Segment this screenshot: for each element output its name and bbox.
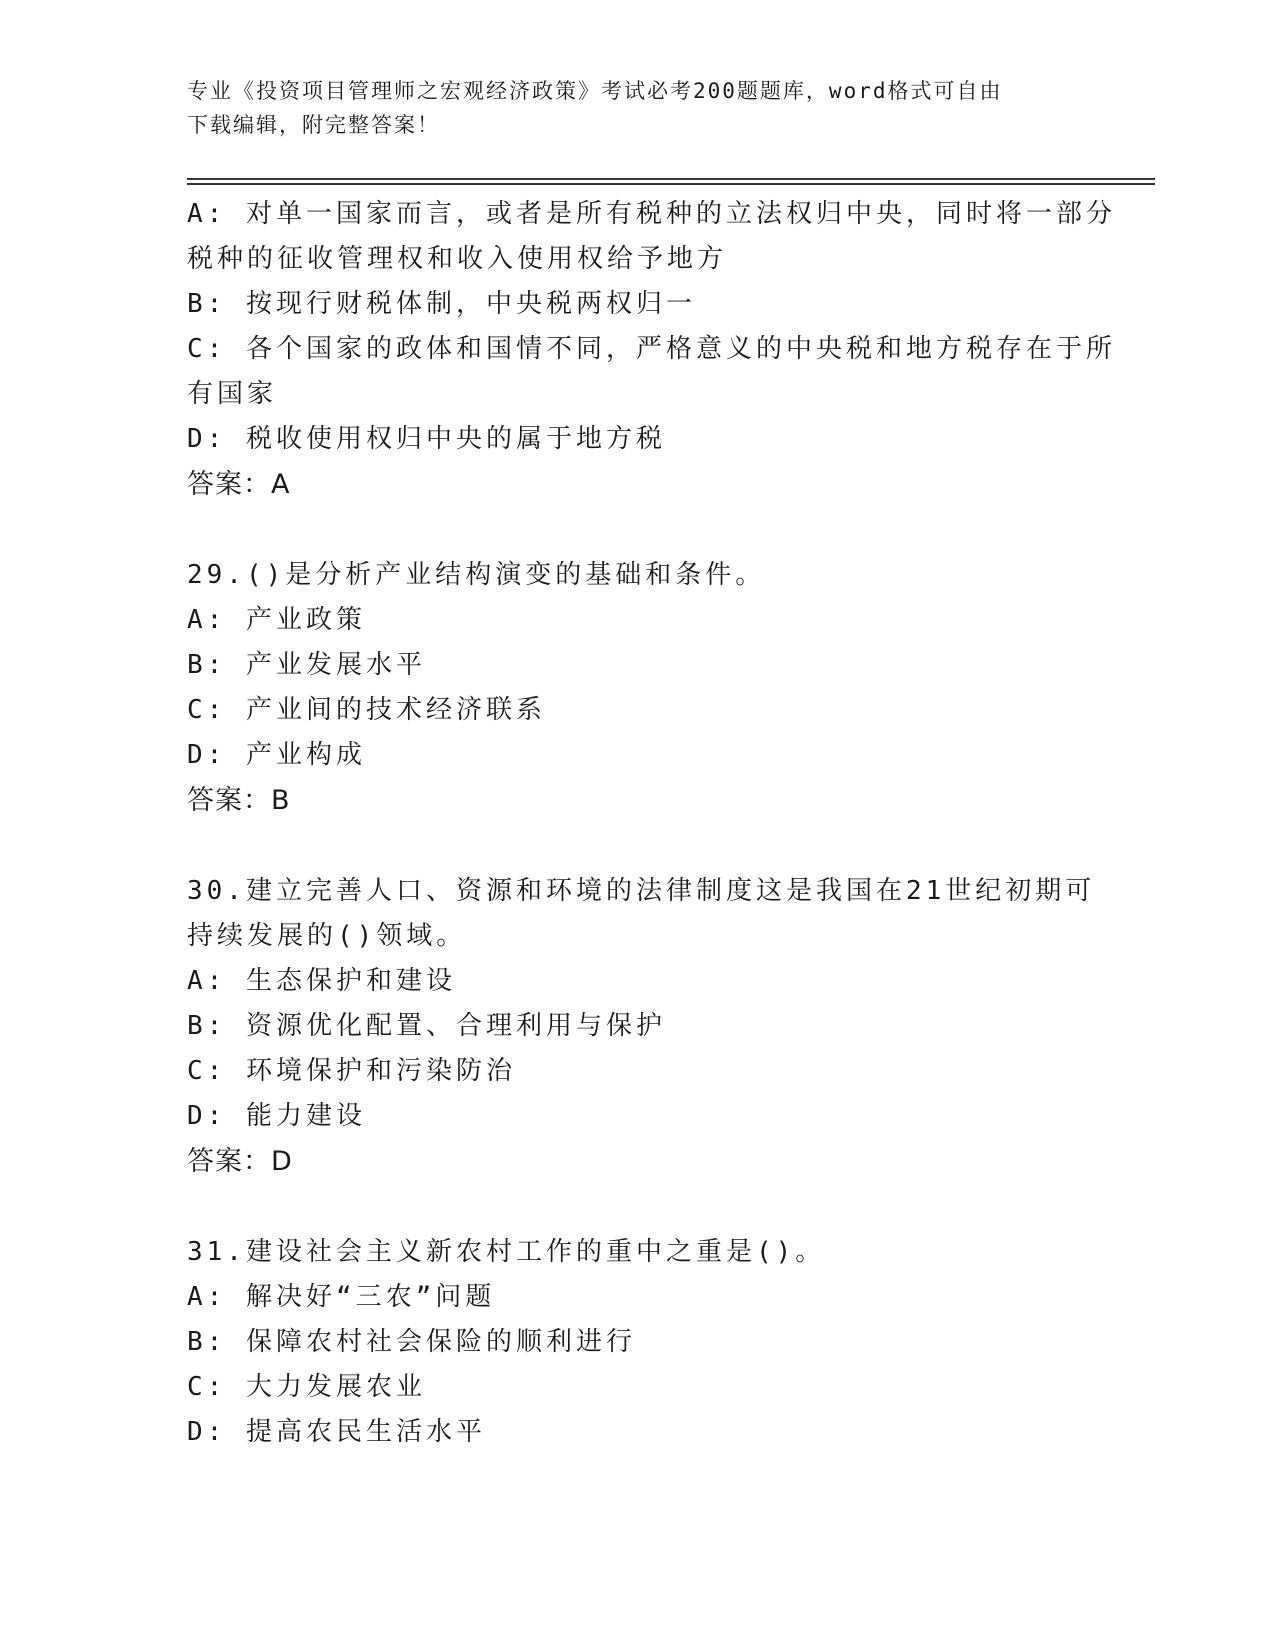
option-d: D: 产业构成 (187, 740, 366, 770)
header-divider-top (187, 178, 1155, 180)
option-a-line-1: A: 对单一国家而言，或者是所有税种的立法权归中央，同时将一部分 (187, 199, 1116, 229)
question-list (187, 192, 1116, 1455)
option-b: B: 按现行财税体制，中央税两权归一 (187, 289, 696, 319)
question-text: 29.()是分析产业结构演变的基础和条件。 (187, 560, 766, 590)
question-text-line-2: 持续发展的()领域。 (187, 921, 467, 951)
answer: 答案：B (187, 785, 291, 816)
option-d: D: 税收使用权归中央的属于地方税 (187, 424, 666, 454)
question-29 (187, 553, 1087, 823)
answer: 答案：A (187, 469, 291, 500)
option-b: B: 资源优化配置、合理利用与保护 (187, 1011, 666, 1041)
option-c: C: 环境保护和污染防治 (187, 1056, 516, 1086)
option-c-line-2: 有国家 (187, 379, 278, 409)
question-28 (187, 192, 1116, 507)
question-text: 31.建设社会主义新农村工作的重中之重是()。 (187, 1237, 826, 1267)
option-a-line-2: 税种的征收管理权和收入使用权给予地方 (187, 244, 728, 274)
option-c: C: 大力发展农业 (187, 1372, 426, 1402)
header-line-1: 专业《投资项目管理师之宏观经济政策》考试必考200题题库，word格式可自由 (187, 79, 1003, 103)
option-c-line-1: C: 各个国家的政体和国情不同，严格意义的中央税和地方税存在于所 (187, 334, 1116, 364)
question-text-line-1: 30.建立完善人口、资源和环境的法律制度这是我国在21世纪初期可 (187, 876, 1096, 906)
header-divider-bottom (187, 183, 1155, 185)
option-b: B: 保障农村社会保险的顺利进行 (187, 1327, 636, 1357)
option-a: A: 产业政策 (187, 605, 366, 635)
answer: 答案：D (187, 1146, 293, 1177)
option-d: D: 能力建设 (187, 1101, 366, 1131)
option-a: A: 解决好“三农”问题 (187, 1282, 496, 1312)
document-header (187, 74, 1067, 142)
option-b: B: 产业发展水平 (187, 650, 426, 680)
header-line-2: 下载编辑，附完整答案！ (187, 113, 440, 137)
question-30 (187, 869, 1096, 1184)
question-31 (187, 1230, 1087, 1455)
option-d: D: 提高农民生活水平 (187, 1417, 486, 1447)
option-a: A: 生态保护和建设 (187, 966, 456, 996)
option-c: C: 产业间的技术经济联系 (187, 695, 546, 725)
